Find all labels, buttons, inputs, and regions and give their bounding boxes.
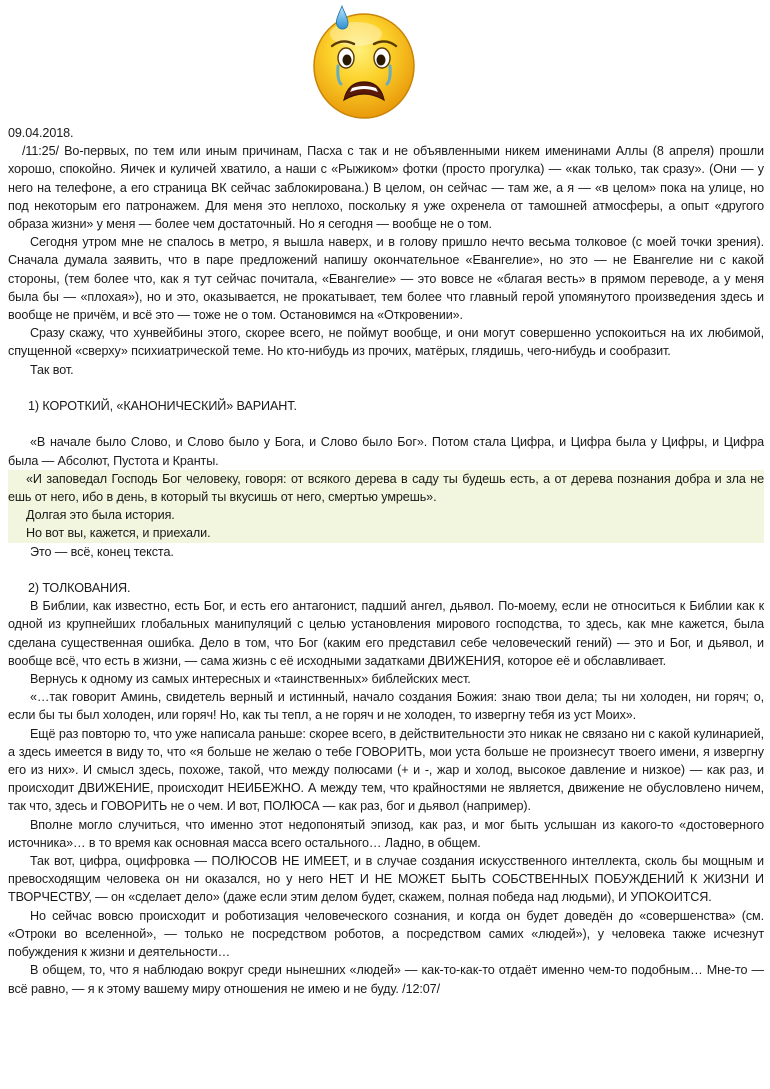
paragraph: Но сейчас вовсю происходит и роботизация человеческого сознания, и когда он будет доведён до «совершенства» (см. «Отроки во вселенной», — только не посредством роботов, а посредством самих «людей»), у человека также исчезнут побуждения к жизни и деятельности… bbox=[8, 908, 764, 960]
paragraph: В общем, то, что я наблюдаю вокруг среди нынешних «людей» — как-то-как-то отдаёт именно чем-то подобным… Мне-то — всё равно, — я к этому вашему миру отношения не имею и не буду. /12:07/ bbox=[8, 963, 764, 996]
paragraph: Так вот, цифра, оцифровка — ПОЛЮСОВ НЕ ИМЕЕТ, и в случае создания искусственного интеллекта, сколь бы мощным и превосходящим человека он ни оказался, но у него НЕТ И НЕ МОЖЕТ БЫТЬ СОБСТВЕННЫХ ПОБУЖДЕНИЙ К ЖИЗНИ И ТВОРЧЕСТВУ, — он «сделает дело» (даже если этим делом будет, скажем, полная победа над людьми), И УПОКОИТСЯ. bbox=[8, 854, 764, 905]
entry-date: 09.04.2018. bbox=[8, 126, 74, 140]
highlighted-block bbox=[8, 470, 764, 543]
section-heading: 1) КОРОТКИЙ, «КАНОНИЧЕСКИЙ» ВАРИАНТ. bbox=[28, 399, 297, 414]
quote-paragraph: «И заповедал Господь Бог человеку, говоря: от всякого дерева в саду ты будешь есть, а от дерева познания добра и зла не ешь от него, ибо в день, в который ты вкусишь от него, смертью умрешь». bbox=[8, 471, 764, 505]
crying-face-emoji-icon bbox=[308, 2, 420, 120]
document-body bbox=[8, 124, 764, 998]
paragraph: Вполне могло случиться, что именно этот недопонятый эпизод, как раз, и мог быть услышан из какого-то «достоверного источника»… в то время как основная масса всего остального… Ладно, в общем. bbox=[8, 817, 764, 850]
paragraph: Сегодня утром мне не спалось в метро, я вышла наверх, и в голову пришло нечто весьма толковое (с моей точки зрения). Сначала думала заявить, что в паре предложений напишу окончательное «Евангелие», но это — не Евангелие ни с какой стороны, (тем более что, как я тут сейчас почитала, «Евангелие» — это вовсе не «благая весть» в прямом переводе, а у меня была бы — «плохая»), но и это, оказывается, не прокатывает, тем более что главный герой упомянутого произведения здесь и вообще не причём, и всё это — тоже не о том. Остановимся на «Откровении». bbox=[8, 235, 764, 323]
paragraph: Так вот. bbox=[30, 362, 74, 377]
paragraph: Ещё раз повторю то, что уже написала раньше: скорее всего, в действительности это никак не связано ни с какой кулинарией, а здесь имеется в виду то, что «я больше не желаю о тебе ГОВОРИТЬ, мои уста больше не произнесут твоего имени, я извергну его из них». И смысл здесь, похоже, такой, что между полюсами (+ и -, жар и холод, высокое давление и низкое) — как раз, и происходит ДВИЖЕНИЕ, происходит НЕИБЕЖНО. А между тем, что крайностями не является, движение не обусловлено ничем, так что, здесь и ГОВОРИТЬ не о чем. И вот, ПОЛЮСА — как раз, бог и дьявол (например). bbox=[8, 726, 764, 814]
paragraph: В Библии, как известно, есть Бог, и есть его антагонист, падший ангел, дьявол. По-моему, если не относиться к Библии как к одной из крупнейших глобальных манипуляций с целью установления мирового господства, то здесь, как мне кажется, была сделана существенная ошибка. Дело в том, что Бог (каким его представил себе человеческий гений) — это и Бог, и дьявол, и вообще всё, что есть в жизни, — сама жизнь с её исходными задатками ДВИЖЕНИЯ, которое её и обславливает. bbox=[8, 599, 764, 668]
paragraph: /11:25/ Во-первых, по тем или иным причинам, Пасха с так и не объявленными никем именинами Аллы (8 апреля) прошли хорошо, спокойно. Яичек и куличей хватило, а наши с «Рыжиком» фотки (просто прогулка) — «как только, так сразу». (Они — у него на телефоне, а его страница ВК сейчас заблокирована.) В целом, он сейчас — там же, а я — «в целом» пока на улице, но под некоторым его патронажем. Для меня это неплохо, поскольку я уже охренела от тамошней атмосферы, а опыт «другого образа жизни» у меня — более чем достаточный. Но я сегодня — вообще не о том. bbox=[8, 144, 764, 232]
quote-paragraph: «В начале было Слово, и Слово было у Бога, и Слово было Бог». Потом стала Цифра, и Цифра была у Цифры, и Цифра была — Абсолют, Пустота и Кранты. bbox=[8, 435, 764, 468]
quote-paragraph: Долгая это была история. bbox=[26, 508, 175, 523]
paragraph: Сразу скажу, что хунвейбины этого, скорее всего, не поймут вообще, и они могут совершенно успокоиться на их любимой, спущенной «сверху» психиатрической теме. Но кто-нибудь из прочих, матёрых, глядишь, чего-нибудь и сообразит. bbox=[8, 326, 764, 359]
quote-paragraph: Но вот вы, кажется, и приехали. bbox=[26, 526, 211, 541]
paragraph: «…так говорит Аминь, свидетель верный и истинный, начало создания Божия: знаю твои дела; ты ни холоден, ни горяч; о, если бы ты был холоден, или горяч! Но, как ты тепл, а не горяч и не холоден, то извергну тебя из уст Моих». bbox=[8, 690, 764, 723]
quote-paragraph: Это — всё, конец текста. bbox=[30, 544, 174, 559]
section-heading: 2) ТОЛКОВАНИЯ. bbox=[28, 581, 131, 596]
paragraph: Вернусь к одному из самых интересных и «таинственных» библейских мест. bbox=[30, 672, 471, 687]
